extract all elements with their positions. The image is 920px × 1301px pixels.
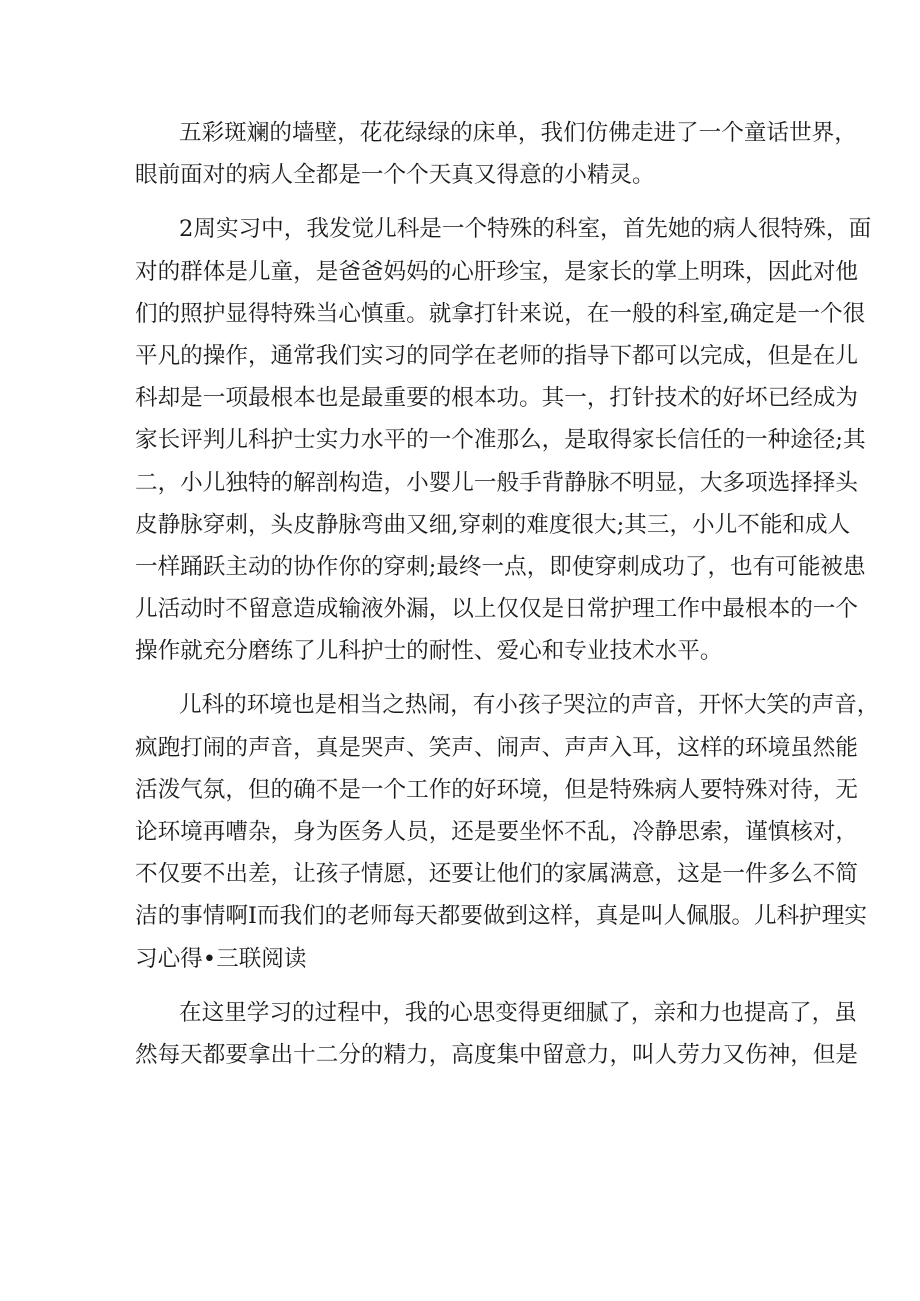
text-line: 2周实习中，我发觉儿科是一个特殊的科室，首先她的病人很特殊，面 (179, 216, 872, 243)
text-line: 二，小儿独特的解剖构造，小婴儿一般手背静脉不明显，大多项选择择头 (135, 469, 858, 496)
text-line: 疯跑打闹的声音，真是哭声、笑声、闹声、声声入耳，这样的环境虽然能 (135, 734, 858, 761)
text-line: 习心得•三联阅读 (135, 945, 307, 972)
text-line: 操作就充分磨练了儿科护士的耐性、爱心和专业技术水平。 (135, 638, 723, 665)
text-line: 对的群体是儿童，是爸爸妈妈的心肝珍宝，是家长的掌上明珠，因此对他 (135, 258, 858, 285)
text-line: 平凡的操作，通常我们实习的同学在老师的指导下都可以完成，但是在儿 (135, 342, 858, 369)
paragraph (135, 208, 872, 672)
text-line: 们的照护显得特殊当心慎重。就拿打针来说，在一般的科室,确定是一个很 (135, 300, 866, 327)
paragraph (135, 684, 880, 979)
text-line: 科却是一项最根本也是最重要的根本功。其一，打针技术的好坏已经成为 (135, 385, 858, 412)
text-line: 儿科的环境也是相当之热闹，有小孩子哭泣的声音，开怀大笑的声音， (179, 692, 880, 719)
text-line: 眼前面对的病人全都是一个个天真又得意的小精灵。 (135, 162, 655, 189)
text-line: 皮静脉穿刺，头皮静脉弯曲又细,穿刺的难度很大;其三，小儿不能和成人 (135, 511, 851, 538)
text-line: 洁的事情啊I而我们的老师每天都要做到这样，真是叫人佩服。儿科护理实 (135, 903, 867, 930)
paragraph (135, 992, 858, 1076)
text-line: 活泼气氛，但的确不是一个工作的好环境，但是特殊病人要特殊对待，无 (135, 776, 858, 803)
document-body (135, 112, 880, 1076)
paragraph (135, 112, 857, 196)
text-line: 一样踊跃主动的协作你的穿刺;最终一点，即使穿刺成功了，也有可能被患 (135, 553, 866, 580)
text-line: 论环境再嘈杂，身为医务人员，还是要坐怀不乱，冷静思索，谨慎核对， (135, 819, 858, 845)
text-line: 五彩斑斓的墙壁，花花绿绿的床单，我们仿佛走进了一个童话世界， (179, 120, 857, 146)
text-line: 然每天都要拿出十二分的精力，高度集中留意力，叫人劳力又伤神，但是 (135, 1041, 858, 1068)
text-line: 不仅要不出差，让孩子情愿，还要让他们的家属满意，这是一件多么不简 (135, 861, 858, 888)
text-line: 儿活动时不留意造成输液外漏，以上仅仅是日常护理工作中最根本的一个 (135, 596, 858, 623)
text-line: 家长评判儿科护士实力水平的一个准那么，是取得家长信任的一种途径;其 (135, 427, 866, 454)
text-line: 在这里学习的过程中，我的心思变得更细腻了，亲和力也提高了，虽 (179, 999, 857, 1026)
